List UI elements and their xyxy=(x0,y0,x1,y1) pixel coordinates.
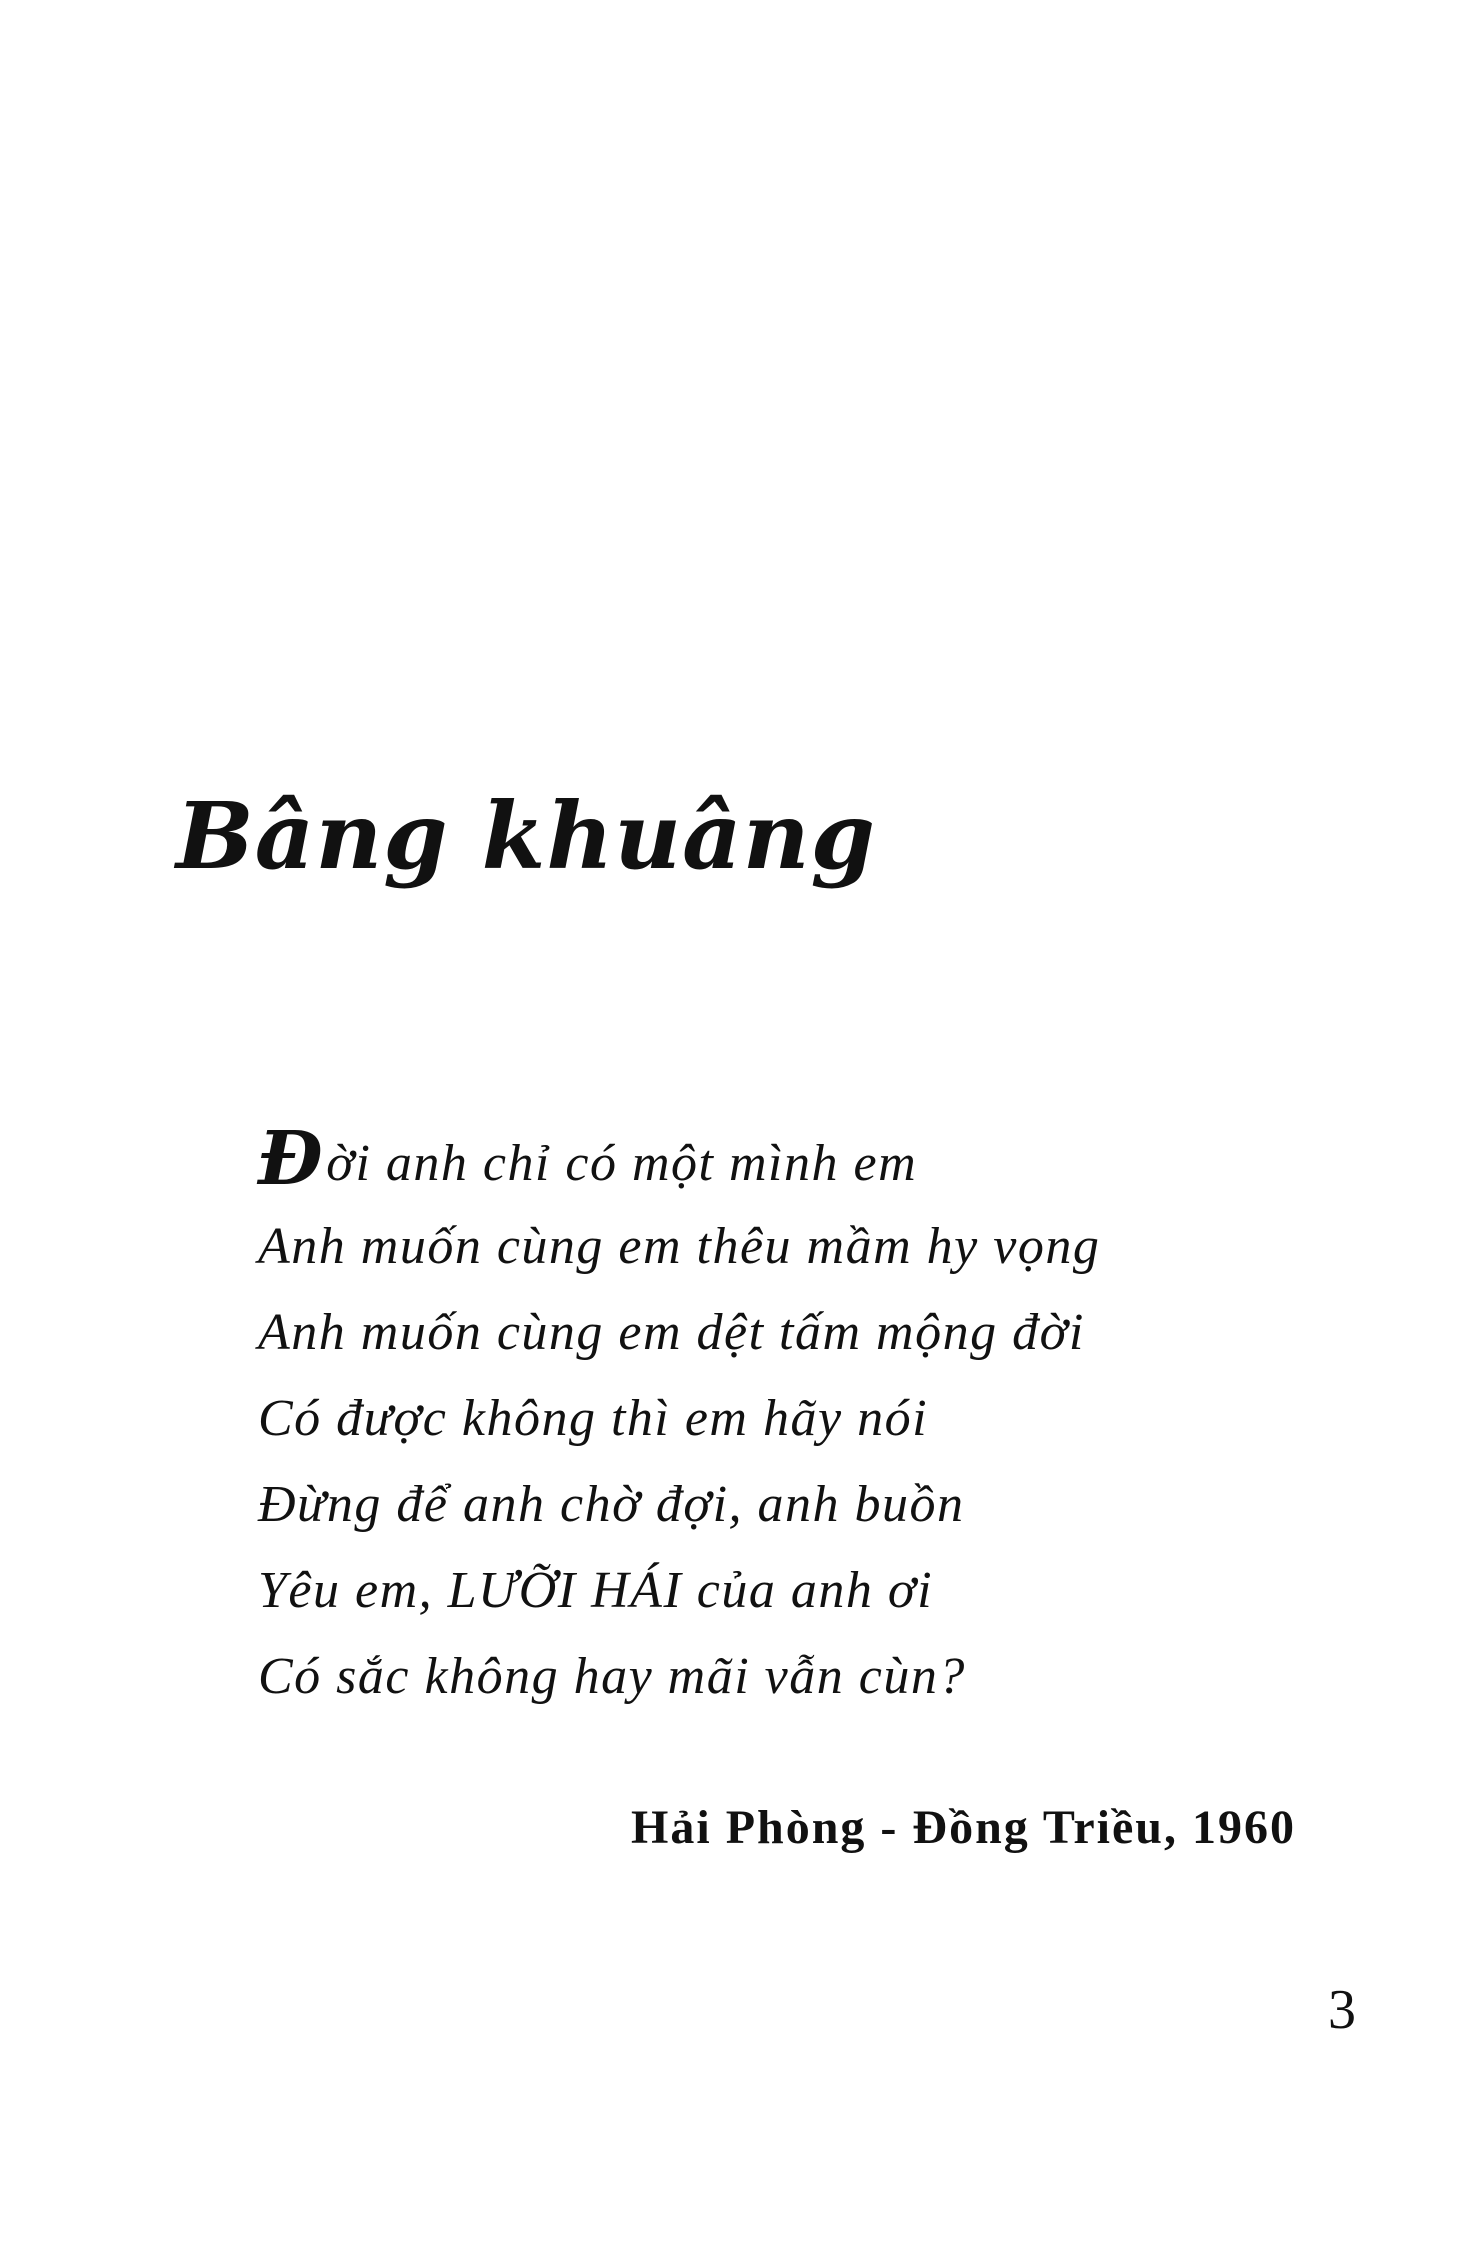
poem-line-4: Có được không thì em hãy nói xyxy=(258,1390,929,1447)
place-date-signature: Hải Phòng - Đồng Triều, 1960 xyxy=(631,1801,1296,1854)
page-number: 3 xyxy=(1328,1979,1356,2041)
poem-line-2: Anh muốn cùng em thêu mầm hy vọng xyxy=(258,1218,1101,1275)
poem-line-7: Có sắc không hay mãi vẫn cùn? xyxy=(258,1648,966,1705)
poem-line-3: Anh muốn cùng em dệt tấm mộng đời xyxy=(258,1304,1085,1361)
poem-line-1-text: ời anh chỉ có một mình em xyxy=(326,1135,918,1192)
poem-line-1 xyxy=(258,1118,1258,1204)
poem-body xyxy=(258,1118,1258,1720)
poem-line-6: Yêu em, LƯỠI HÁI của anh ơi xyxy=(258,1562,934,1619)
drop-cap: Đ xyxy=(258,1116,325,1202)
poem-line-5: Đừng để anh chờ đợi, anh buồn xyxy=(258,1476,965,1533)
poem-title: Bâng khuâng xyxy=(176,782,876,890)
